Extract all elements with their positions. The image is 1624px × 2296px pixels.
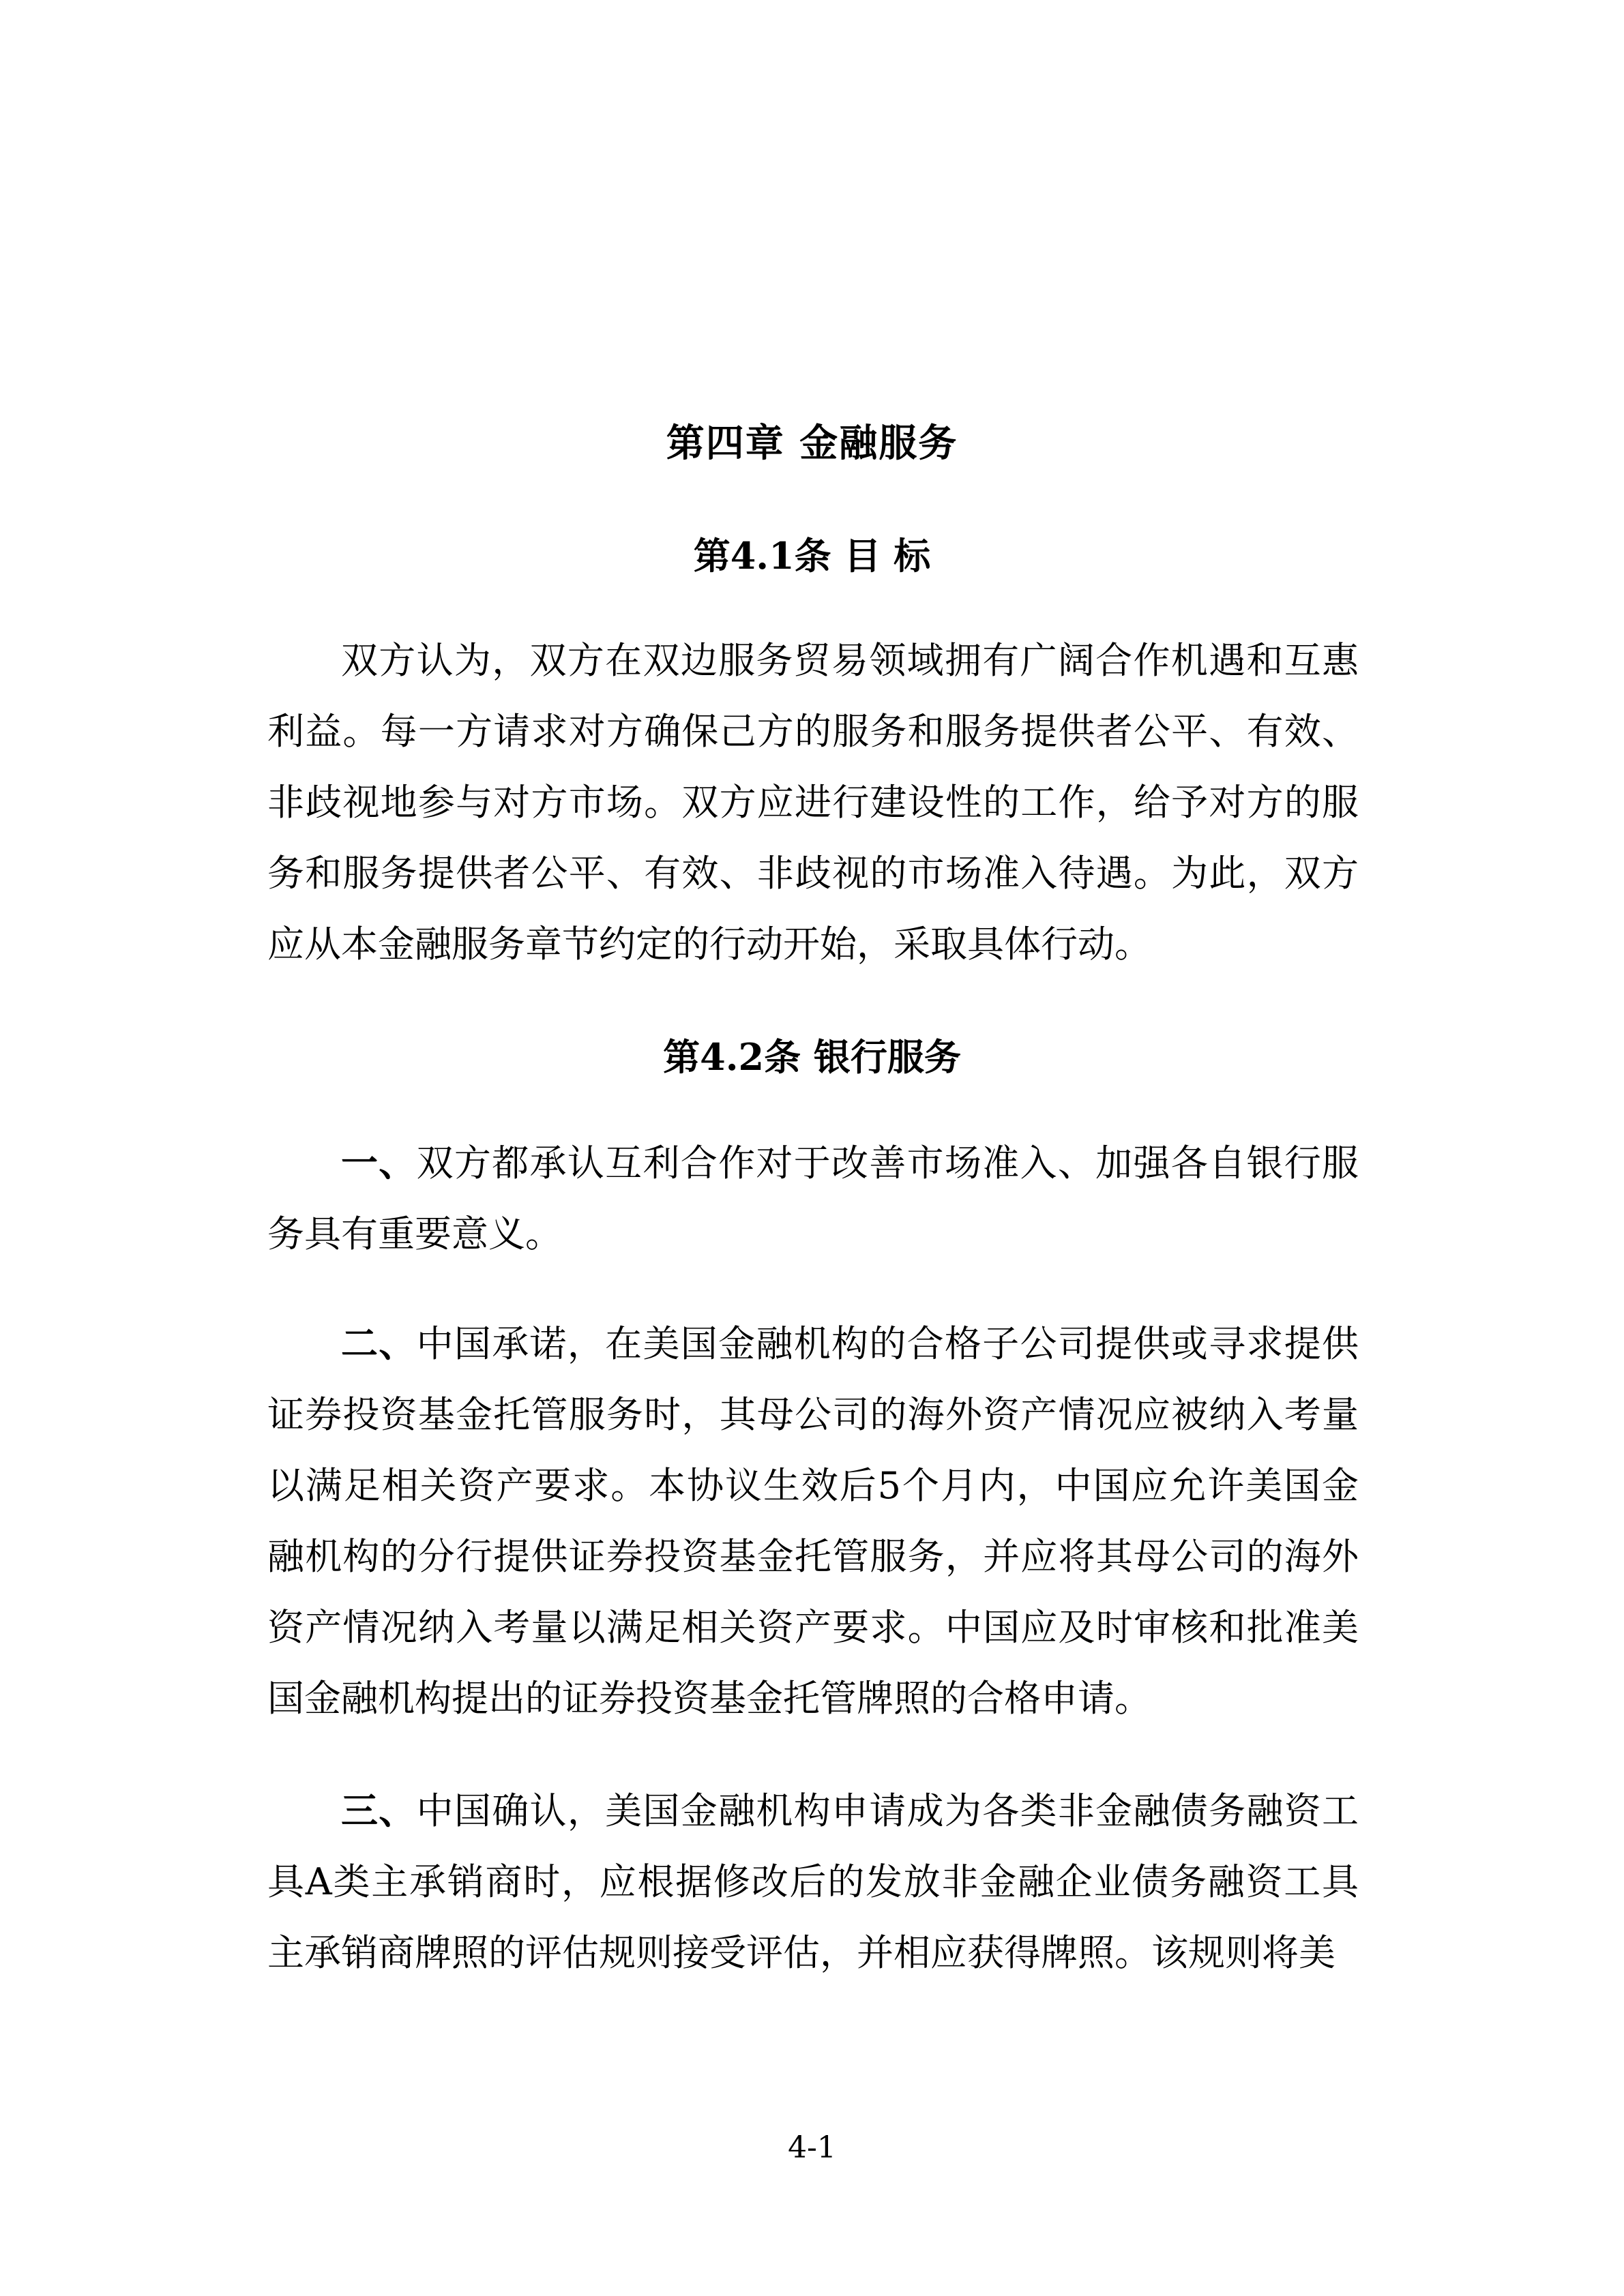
clause-text: 中国承诺，在美国金融机构的合格子公司提供或寻求提供证券投资基金托管服务时，其母公司的海外资产情况应被纳入考量以满足相关资产要求。本协议生效后5个月内，中国应允许美国金融机构的分行提供证券投资基金托管服务，并应将其母公司的海外资产情况纳入考量以满足相关资产要求。中国应及时审核和批准美国金融机构提出的证券投资基金托管牌照的合格申请。 bbox=[267, 1322, 1359, 1720]
clause-text: 中国确认，美国金融机构申请成为各类非金融债务融资工具A类主承销商时，应根据修改后的发放非金融企业债务融资工具主承销商牌照的评估规则接受评估，并相应获得牌照。该规则将美 bbox=[267, 1789, 1359, 1974]
article-4-2-clause-3 bbox=[267, 1775, 1359, 1988]
article-4-2-clause-2 bbox=[267, 1308, 1359, 1734]
clause-marker: 三、 bbox=[341, 1789, 417, 1832]
article-4-2-clause-1 bbox=[267, 1127, 1359, 1270]
article-4-1-paragraph bbox=[267, 625, 1359, 980]
clause-text: 双方都承认互利合作对于改善市场准入、加强各自银行服务具有重要意义。 bbox=[267, 1142, 1359, 1255]
article-4-1-title: 第4.1条 目 标 bbox=[693, 534, 931, 578]
clause-marker: 一、 bbox=[341, 1141, 417, 1184]
chapter-title: 第四章 金融服务 bbox=[666, 421, 958, 466]
article-4-2-title: 第4.2条 银行服务 bbox=[663, 1035, 961, 1079]
paragraph-text: 双方认为，双方在双边服务贸易领域拥有广阔合作机遇和互惠利益。每一方请求对方确保己方的服务和服务提供者公平、有效、非歧视地参与对方市场。双方应进行建设性的工作，给予对方的服务和服务提供者公平、有效、非歧视的市场准入待遇。为此，双方应从本金融服务章节约定的行动开始，采取具体行动。 bbox=[267, 639, 1359, 966]
page-number: 4-1 bbox=[788, 2130, 836, 2165]
clause-marker: 二、 bbox=[341, 1322, 417, 1365]
